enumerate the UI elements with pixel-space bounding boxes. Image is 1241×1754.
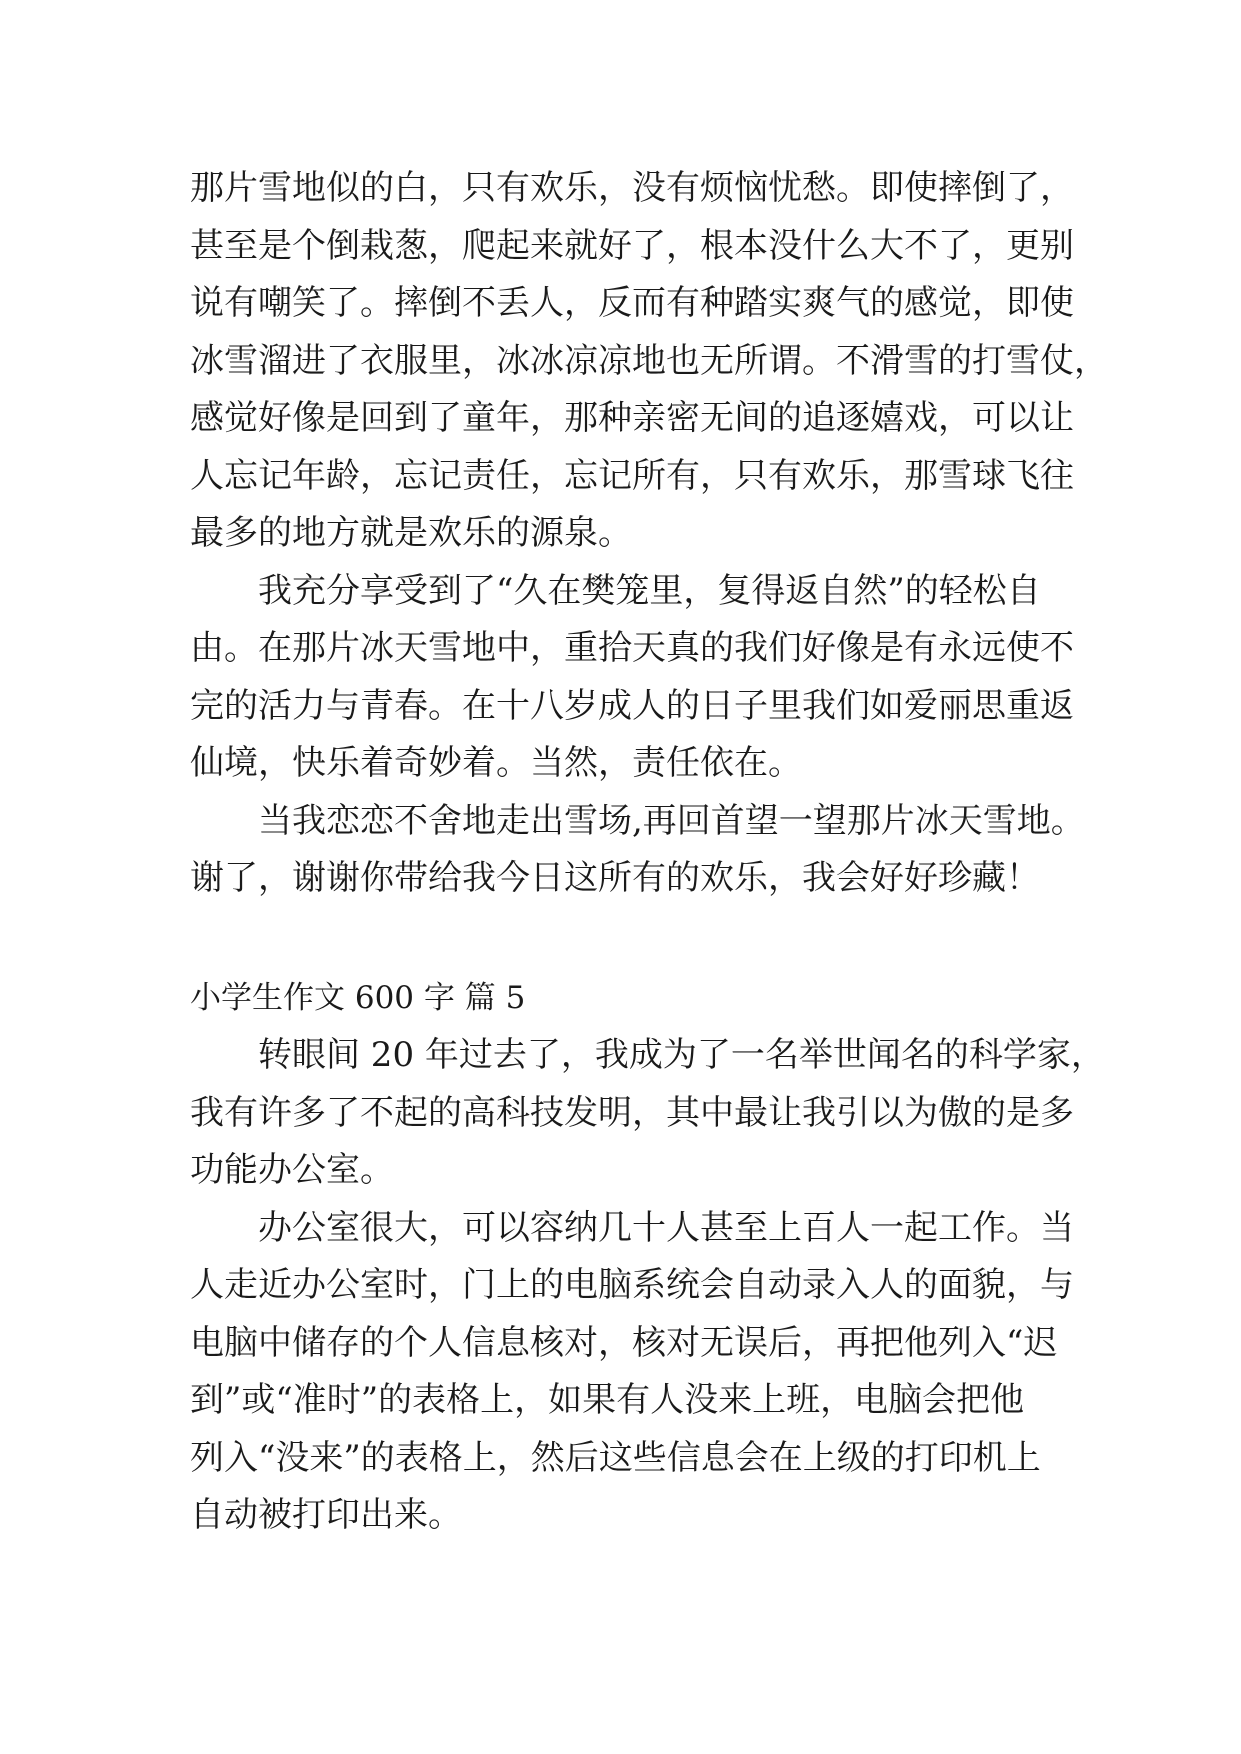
text-line: 由。在那片冰天雪地中，重拾天真的我们好像是有永远使不 [190, 628, 1074, 668]
text-line: 最多的地方就是欢乐的源泉。 [190, 513, 632, 553]
text-line: 功能办公室。 [190, 1150, 394, 1190]
text-line: 列入“没来”的表格上，然后这些信息会在上级的打印机上 [190, 1437, 1041, 1478]
text-line: 完的活力与青春。在十八岁成人的日子里我们如爱丽思重返 [190, 685, 1074, 726]
text-line: 人忘记年龄，忘记责任，忘记所有，只有欢乐，那雪球飞往 [190, 455, 1074, 496]
text-line: 冰雪溜进了衣服里，冰冰凉凉地也无所谓。不滑雪的打雪仗， [190, 340, 1108, 381]
text-line: 说有嘲笑了。摔倒不丢人，反而有种踏实爽气的感觉，即使 [190, 283, 1074, 323]
section-heading: 小学生作文 600 字 篇 5 [190, 979, 526, 1016]
paragraph-snow-joy [190, 160, 1108, 563]
document-body [190, 160, 1108, 1545]
text-line: 仙境，快乐着奇妙着。当然，责任依在。 [190, 743, 802, 783]
text-line: 那片雪地似的白，只有欢乐，没有烦恼忧愁。即使摔倒了， [190, 168, 1074, 208]
paragraph-scientist [190, 1027, 1105, 1200]
paragraph-freedom [190, 563, 1074, 793]
text-line: 人走近办公室时，门上的电脑系统会自动录入人的面貌，与 [190, 1265, 1074, 1305]
text-line: 甚至是个倒栽葱，爬起来就好了，根本没什么大不了，更别 [190, 225, 1074, 266]
text-line: 我有许多了不起的高科技发明，其中最让我引以为傲的是多 [190, 1092, 1074, 1133]
text-line: 自动被打印出来。 [190, 1495, 462, 1535]
text-line: 到”或“准时”的表格上，如果有人没来上班，电脑会把他 [190, 1380, 1025, 1420]
text-line: 感觉好像是回到了童年，那种亲密无间的追逐嬉戏，可以让 [190, 398, 1074, 438]
text-line: 谢了，谢谢你带给我今日这所有的欢乐，我会好好珍藏！ [190, 858, 1040, 898]
text-line: 办公室很大，可以容纳几十人甚至上百人一起工作。当 [258, 1207, 1074, 1248]
section-gap [190, 908, 1060, 970]
text-line: 我充分享受到了“久在樊笼里，复得返自然”的轻松自 [258, 570, 1041, 611]
text-line: 转眼间 20 年过去了，我成为了一名举世闻名的科学家， [258, 1035, 1105, 1075]
text-line: 电脑中储存的个人信息核对，核对无误后，再把他列入“迟 [190, 1322, 1058, 1363]
paragraph-office [190, 1200, 1074, 1545]
text-line: 当我恋恋不舍地走出雪场,再回首望一望那片冰天雪地。 [258, 800, 1085, 841]
paragraph-farewell [190, 793, 1085, 908]
